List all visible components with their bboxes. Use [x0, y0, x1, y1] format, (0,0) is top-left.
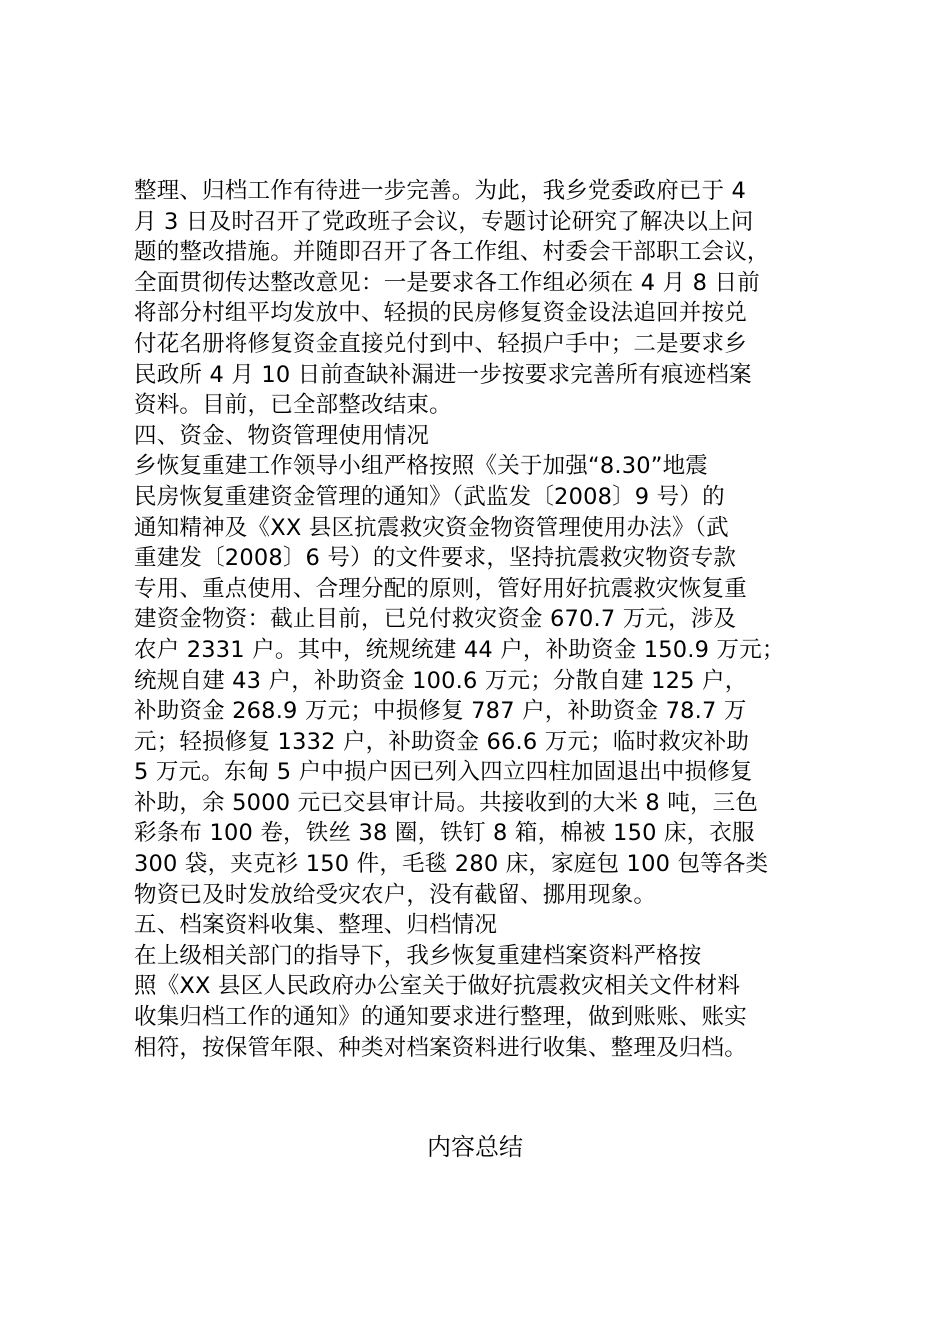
- summary-title: 内容总结: [427, 1133, 523, 1161]
- text-line: 民政所 4 月 10 日前查缺补漏进一步按要求完善所有痕迹档案: [134, 361, 752, 388]
- text-line: 全面贯彻传达整改意见：一是要求各工作组必须在 4 月 8 日前: [134, 269, 760, 296]
- text-line: 整理、归档工作有待进一步完善。为此，我乡党委政府已于 4: [134, 178, 747, 204]
- text-line: 付花名册将修复资金直接兑付到中、轻损户手中；二是要求乡: [134, 330, 747, 357]
- document-body: [134, 176, 854, 1063]
- text-line: 300 袋，夹克衫 150 件，毛毯 280 床，家庭包 100 包等各类: [134, 851, 769, 878]
- text-line: 相符，按保管年限、种类对档案资料进行收集、整理及归档。: [134, 1034, 747, 1061]
- text-line: 彩条布 100 卷，铁丝 38 圈，铁钉 8 箱，棉被 150 床，衣服: [134, 820, 755, 847]
- text-line: 补助资金 268.9 万元；中损修复 787 户，补助资金 78.7 万: [134, 698, 747, 725]
- text-line: 补助，余 5000 元已交县审计局。共接收到的大米 8 吨，三色: [134, 789, 759, 816]
- section-heading-archives: 五、档案资料收集、整理、归档情况: [134, 912, 498, 939]
- section-heading-funds: 四、资金、物资管理使用情况: [134, 422, 430, 449]
- text-line: 5 万元。东甸 5 户中损户因已列入四立四柱加固退出中损修复: [134, 759, 753, 786]
- text-line: 元；轻损修复 1332 户，补助资金 66.6 万元；临时救灾补助: [134, 728, 750, 755]
- text-line: 月 3 日及时召开了党政班子会议，专题讨论研究了解决以上问: [134, 208, 754, 235]
- text-line: 收集归档工作的通知》的通知要求进行整理，做到账账、账实: [134, 1004, 747, 1031]
- text-line: 专用、重点使用、合理分配的原则，管好用好抗震救灾恢复重: [134, 575, 747, 602]
- text-line: 通知精神及《XX 县区抗震救灾资金物资管理使用办法》（武: [134, 514, 729, 541]
- text-line: 物资已及时发放给受灾农户，没有截留、挪用现象。: [134, 881, 657, 908]
- text-line: 照《XX 县区人民政府办公室关于做好抗震救灾相关文件材料: [134, 973, 741, 1000]
- text-line: 统规自建 43 户，补助资金 100.6 万元；分散自建 125 户，: [134, 667, 748, 694]
- text-line: 建资金物资：截止目前，已兑付救灾资金 670.7 万元，涉及: [134, 606, 737, 633]
- text-line: 资料。目前，已全部整改结束。: [134, 392, 452, 419]
- text-line: 将部分村组平均发放中、轻损的民房修复资金设法追回并按兑: [134, 300, 747, 327]
- text-line: 重建发〔2008〕6 号）的文件要求，坚持抗震救灾物资专款: [134, 545, 737, 572]
- text-line: 题的整改措施。并随即召开了各工作组、村委会干部职工会议，: [134, 239, 770, 266]
- text-line: 民房恢复重建资金管理的通知》（武监发〔2008〕9 号）的: [134, 483, 725, 510]
- text-line: 乡恢复重建工作领导小组严格按照《关于加强“8.30”地震: [134, 453, 709, 480]
- text-line: 农户 2331 户。其中，统规统建 44 户，补助资金 150.9 万元；: [134, 636, 785, 663]
- text-line: 在上级相关部门的指导下，我乡恢复重建档案资料严格按: [134, 942, 702, 969]
